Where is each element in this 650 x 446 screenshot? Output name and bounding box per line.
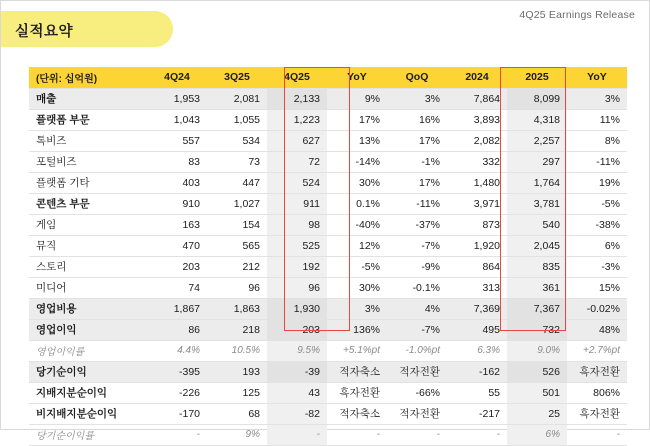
row-value: 203 xyxy=(267,319,327,340)
row-value: +5.1%pt xyxy=(327,340,387,361)
row-value: -5% xyxy=(327,256,387,277)
row-value: 9% xyxy=(207,424,267,445)
row-value: 154 xyxy=(207,214,267,235)
row-value: 3% xyxy=(387,88,447,109)
row-value: 470 xyxy=(147,235,207,256)
row-value: 15% xyxy=(567,277,627,298)
row-value: -7% xyxy=(387,235,447,256)
row-value: 3% xyxy=(327,298,387,319)
row-value: - xyxy=(387,424,447,445)
column-header-3: YoY xyxy=(327,67,387,88)
row-value: 17% xyxy=(387,172,447,193)
row-value: -39 xyxy=(267,361,327,382)
row-value: 1,043 xyxy=(147,109,207,130)
row-value: 1,920 xyxy=(447,235,507,256)
row-label: 영업비용 xyxy=(29,298,147,319)
row-value: -11% xyxy=(567,151,627,172)
row-value: -0.02% xyxy=(567,298,627,319)
row-value: -9% xyxy=(387,256,447,277)
table-header xyxy=(29,67,627,88)
row-label: 당기순이익 xyxy=(29,361,147,382)
row-value: -3% xyxy=(567,256,627,277)
row-value: 540 xyxy=(507,214,567,235)
row-value: 526 xyxy=(507,361,567,382)
row-value: 297 xyxy=(507,151,567,172)
row-value: 16% xyxy=(387,109,447,130)
row-value: 1,863 xyxy=(207,298,267,319)
row-value: +2.7%pt xyxy=(567,340,627,361)
row-value: 17% xyxy=(327,109,387,130)
row-value: 192 xyxy=(267,256,327,277)
row-value: -82 xyxy=(267,403,327,424)
row-value: 806% xyxy=(567,382,627,403)
financial-table-area xyxy=(29,67,627,446)
row-value: 136% xyxy=(327,319,387,340)
table-row xyxy=(29,88,627,109)
doc-label: 4Q25 Earnings Release xyxy=(519,9,635,21)
row-label: 콘텐츠 부문 xyxy=(29,193,147,214)
row-value: 534 xyxy=(207,130,267,151)
row-value: 864 xyxy=(447,256,507,277)
row-value: 7,369 xyxy=(447,298,507,319)
row-value: 48% xyxy=(567,319,627,340)
row-value: 68 xyxy=(207,403,267,424)
row-value: 193 xyxy=(207,361,267,382)
unit-label: (단위: 십억원) xyxy=(29,67,147,88)
row-value: 3,781 xyxy=(507,193,567,214)
table-header-row xyxy=(29,67,627,88)
row-value: 2,257 xyxy=(507,130,567,151)
row-value: 25 xyxy=(507,403,567,424)
row-value: 0.1% xyxy=(327,193,387,214)
row-value: -5% xyxy=(567,193,627,214)
column-header-4: QoQ xyxy=(387,67,447,88)
table-row xyxy=(29,277,627,298)
row-value: 125 xyxy=(207,382,267,403)
row-value: -11% xyxy=(387,193,447,214)
row-value: 73 xyxy=(207,151,267,172)
row-value: 83 xyxy=(147,151,207,172)
row-value: -170 xyxy=(147,403,207,424)
row-label: 포털비즈 xyxy=(29,151,147,172)
row-value: 흑자전환 xyxy=(567,361,627,382)
column-header-1: 3Q25 xyxy=(207,67,267,88)
row-value: 30% xyxy=(327,172,387,193)
row-label: 스토리 xyxy=(29,256,147,277)
row-value: 1,055 xyxy=(207,109,267,130)
row-value: 524 xyxy=(267,172,327,193)
row-value: 10.5% xyxy=(207,340,267,361)
table-row xyxy=(29,319,627,340)
row-value: 910 xyxy=(147,193,207,214)
row-value: - xyxy=(327,424,387,445)
row-value: 7,864 xyxy=(447,88,507,109)
table-row xyxy=(29,193,627,214)
row-value: 1,953 xyxy=(147,88,207,109)
row-value: 1,027 xyxy=(207,193,267,214)
row-value: 2,082 xyxy=(447,130,507,151)
row-value: 96 xyxy=(207,277,267,298)
row-value: -226 xyxy=(147,382,207,403)
row-value: 3,893 xyxy=(447,109,507,130)
table-row xyxy=(29,298,627,319)
row-value: 6.3% xyxy=(447,340,507,361)
row-value: 6% xyxy=(507,424,567,445)
row-value: 적자축소 xyxy=(327,361,387,382)
row-value: -395 xyxy=(147,361,207,382)
row-value: 2,081 xyxy=(207,88,267,109)
row-label: 게임 xyxy=(29,214,147,235)
row-value: 11% xyxy=(567,109,627,130)
column-header-7: YoY xyxy=(567,67,627,88)
row-value: 3% xyxy=(567,88,627,109)
row-label: 지배지분순이익 xyxy=(29,382,147,403)
row-label: 영업이익률 xyxy=(29,340,147,361)
row-value: 4,318 xyxy=(507,109,567,130)
row-value: 565 xyxy=(207,235,267,256)
row-value: 9.0% xyxy=(507,340,567,361)
row-value: 6% xyxy=(567,235,627,256)
row-value: - xyxy=(567,424,627,445)
row-label: 플랫폼 기타 xyxy=(29,172,147,193)
table-row xyxy=(29,130,627,151)
row-value: 4% xyxy=(387,298,447,319)
row-value: 163 xyxy=(147,214,207,235)
row-label: 톡비즈 xyxy=(29,130,147,151)
row-value: 911 xyxy=(267,193,327,214)
row-value: 525 xyxy=(267,235,327,256)
page-title-label: 실적요약 xyxy=(15,24,74,40)
row-value: 873 xyxy=(447,214,507,235)
row-value: 4.4% xyxy=(147,340,207,361)
row-value: 835 xyxy=(507,256,567,277)
row-value: 218 xyxy=(207,319,267,340)
row-value: 212 xyxy=(207,256,267,277)
row-value: 1,480 xyxy=(447,172,507,193)
table-row xyxy=(29,403,627,424)
row-value: -40% xyxy=(327,214,387,235)
row-value: 732 xyxy=(507,319,567,340)
row-value: -37% xyxy=(387,214,447,235)
row-value: 8,099 xyxy=(507,88,567,109)
table-row xyxy=(29,172,627,193)
row-value: 501 xyxy=(507,382,567,403)
table-row xyxy=(29,109,627,130)
column-header-6: 2025 xyxy=(507,67,567,88)
row-value: 1,867 xyxy=(147,298,207,319)
table-row xyxy=(29,424,627,445)
table-row xyxy=(29,382,627,403)
row-value: 13% xyxy=(327,130,387,151)
row-value: 313 xyxy=(447,277,507,298)
row-value: 7,367 xyxy=(507,298,567,319)
row-value: 19% xyxy=(567,172,627,193)
row-value: 8% xyxy=(567,130,627,151)
row-label: 뮤직 xyxy=(29,235,147,256)
row-value: 203 xyxy=(147,256,207,277)
row-value: -66% xyxy=(387,382,447,403)
row-label: 매출 xyxy=(29,88,147,109)
financial-table xyxy=(29,67,627,446)
row-value: 43 xyxy=(267,382,327,403)
row-value: 9% xyxy=(327,88,387,109)
row-value: - xyxy=(267,424,327,445)
row-value: -217 xyxy=(447,403,507,424)
table-row xyxy=(29,235,627,256)
row-value: 96 xyxy=(267,277,327,298)
row-value: -7% xyxy=(387,319,447,340)
row-value: 557 xyxy=(147,130,207,151)
row-value: -14% xyxy=(327,151,387,172)
row-value: -0.1% xyxy=(387,277,447,298)
row-value: 98 xyxy=(267,214,327,235)
row-label: 영업이익 xyxy=(29,319,147,340)
row-value: 17% xyxy=(387,130,447,151)
row-value: 627 xyxy=(267,130,327,151)
row-value: 72 xyxy=(267,151,327,172)
row-value: 3,971 xyxy=(447,193,507,214)
row-value: 1,223 xyxy=(267,109,327,130)
table-row xyxy=(29,214,627,235)
row-value: 361 xyxy=(507,277,567,298)
row-value: - xyxy=(147,424,207,445)
row-value: 74 xyxy=(147,277,207,298)
row-value: 흑자전환 xyxy=(567,403,627,424)
row-label: 당기순이익률 xyxy=(29,424,147,445)
table-row xyxy=(29,151,627,172)
row-label: 미디어 xyxy=(29,277,147,298)
table-body xyxy=(29,88,627,445)
row-value: 86 xyxy=(147,319,207,340)
row-value: 447 xyxy=(207,172,267,193)
page-title xyxy=(1,11,181,47)
row-value: 495 xyxy=(447,319,507,340)
row-value: 55 xyxy=(447,382,507,403)
row-label: 비지배지분순이익 xyxy=(29,403,147,424)
row-value: 30% xyxy=(327,277,387,298)
table-row xyxy=(29,361,627,382)
row-value: 적자축소 xyxy=(327,403,387,424)
table-row xyxy=(29,340,627,361)
row-value: 332 xyxy=(447,151,507,172)
row-value: 적자전환 xyxy=(387,361,447,382)
row-value: -1% xyxy=(387,151,447,172)
row-value: 9.5% xyxy=(267,340,327,361)
row-value: 1,930 xyxy=(267,298,327,319)
row-label: 플랫폼 부문 xyxy=(29,109,147,130)
row-value: 2,045 xyxy=(507,235,567,256)
row-value: 12% xyxy=(327,235,387,256)
column-header-0: 4Q24 xyxy=(147,67,207,88)
row-value: 1,764 xyxy=(507,172,567,193)
column-header-2: 4Q25 xyxy=(267,67,327,88)
row-value: 적자전환 xyxy=(387,403,447,424)
row-value: 2,133 xyxy=(267,88,327,109)
row-value: -38% xyxy=(567,214,627,235)
row-value: -162 xyxy=(447,361,507,382)
row-value: 403 xyxy=(147,172,207,193)
table-row xyxy=(29,256,627,277)
row-value: -1.0%pt xyxy=(387,340,447,361)
row-value: 흑자전환 xyxy=(327,382,387,403)
row-value: - xyxy=(447,424,507,445)
column-header-5: 2024 xyxy=(447,67,507,88)
